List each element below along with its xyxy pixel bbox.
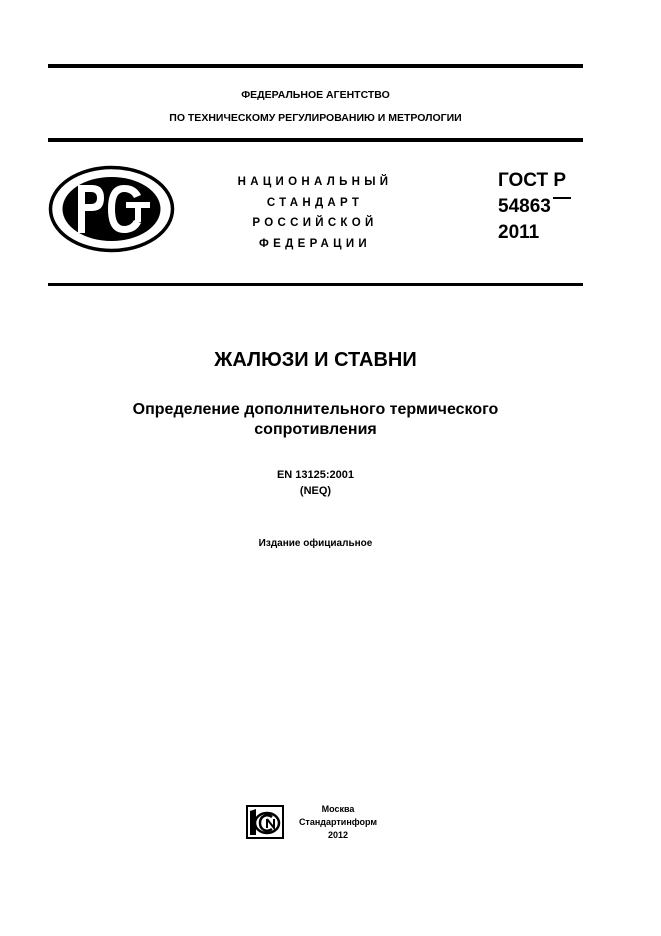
gost-number-row [498, 194, 571, 220]
bottom-rule [48, 283, 583, 286]
natstd-line-2: СТАНДАРТ [266, 196, 364, 209]
equivalence-degree: (NEQ) [299, 485, 332, 497]
document-subtitle [48, 400, 583, 440]
natstd-line-3: РОССИЙСКОЙ [252, 217, 378, 229]
publisher-city: Москва [321, 804, 355, 814]
agency-line-2: ПО ТЕХНИЧЕСКОМУ РЕГУЛИРОВАНИЮ И МЕТРОЛОГИИ [169, 112, 462, 124]
top-rule [48, 64, 583, 68]
standartinform-logo-icon [246, 805, 284, 839]
publisher-block [292, 803, 384, 842]
agency-line-1: ФЕДЕРАЛЬНОЕ АГЕНТСТВО [241, 89, 390, 101]
publisher-name: Стандартинформ [298, 817, 378, 827]
gost-designation [498, 168, 571, 246]
subtitle-line-1: Определение дополнительного термического [132, 401, 499, 418]
gost-year: 2011 [498, 222, 540, 243]
en-reference: EN 13125:2001 [276, 469, 355, 481]
national-standard-block [220, 172, 410, 254]
gost-dash [553, 197, 571, 199]
en-reference-block [48, 467, 583, 499]
publication-year: 2012 [327, 830, 349, 840]
gost-number: 54863 [498, 196, 551, 217]
agency-header [48, 84, 583, 130]
natstd-line-4: ФЕДЕРАЦИИ [259, 237, 371, 250]
subtitle-line-2: сопротивления [254, 421, 377, 438]
rst-logo-icon [48, 165, 175, 253]
document-title: ЖАЛЮЗИ И СТАВНИ [214, 349, 417, 371]
gost-prefix: ГОСТ Р [498, 170, 567, 191]
middle-rule [48, 138, 583, 142]
natstd-line-1: НАЦИОНАЛЬНЫЙ [237, 176, 393, 188]
edition-label: Издание официальное [258, 538, 373, 549]
